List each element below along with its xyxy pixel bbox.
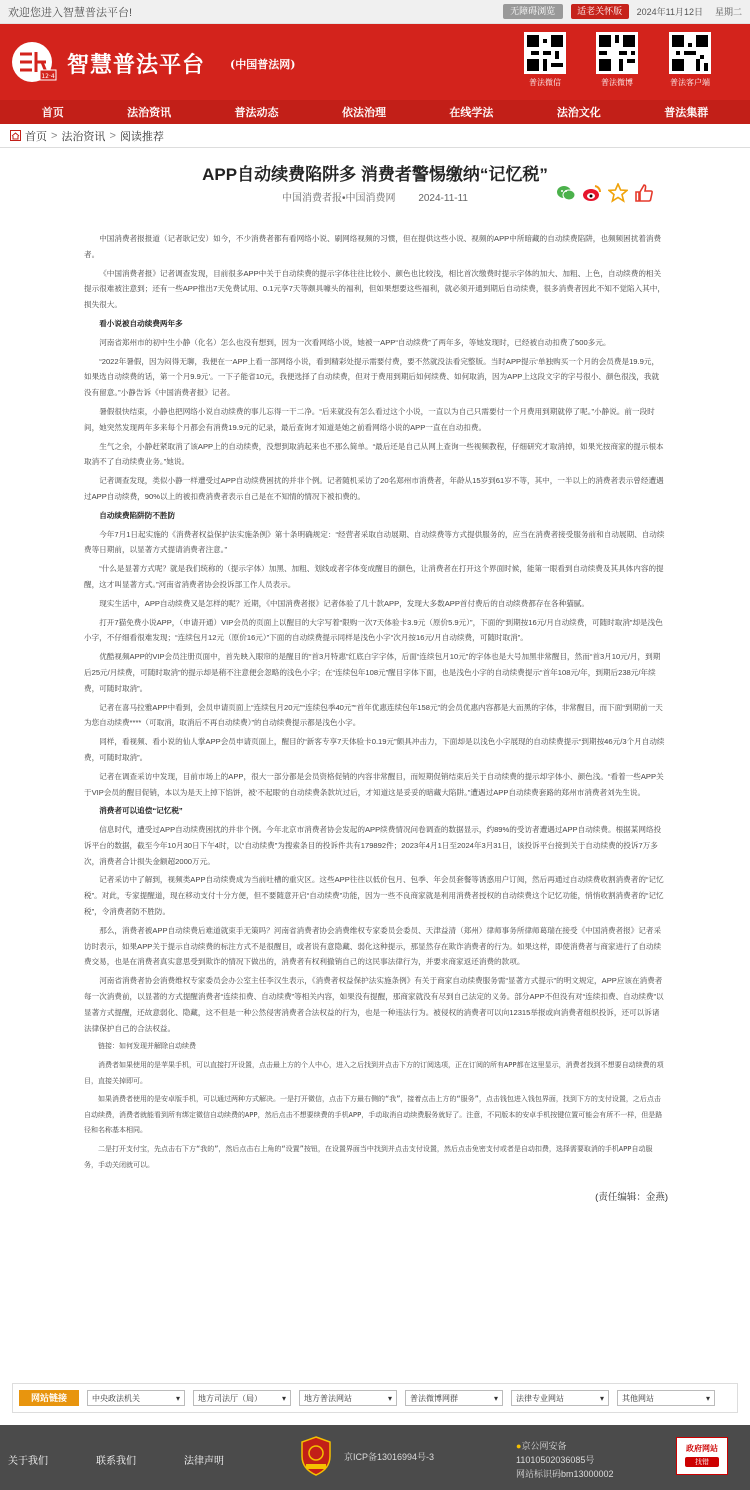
police-badge-icon: ●	[516, 1441, 522, 1451]
share-bar	[556, 183, 654, 203]
breadcrumb-current[interactable]: 阅读推荐	[119, 130, 164, 143]
article-paragraph: 那么，消费者被APP自动续费后难道就束手无策吗？河南省消费者协会消费维权专家委员会委员、天津益清（郑州）律师事务所律师葛瑞在接受《中国消费者报》记者采访时表示，如果APP关于提示自动续费的标注方式不是很醒目，或者说有意隐藏、弱化这种提示，那显然存在欺诈消费者的行为。如果这样，即使消费者与商家进行了自动续费交易，也是在消费者真实意思受到欺诈的情况下做出的，消费者有权利撤销自己的这民事法律行为，并要求商家返还消费的款项。	[84, 925, 662, 967]
site-title: 智慧普法平台	[67, 52, 206, 78]
nav-item-home[interactable]: 首页	[41, 107, 64, 119]
top-bar	[0, 0, 750, 24]
qr-wechat[interactable]	[522, 32, 568, 88]
qr-caption: 普法微博	[601, 78, 633, 87]
article-paragraph: 中国消费者报报道（记者耿记安）如今，不少消费者都有看网络小说、刷网络视频的习惯，但在提供这些小说、视频的APP中所暗藏的自动续费陷阱，也频频困扰着消费者。	[84, 234, 662, 259]
footer-gongan	[516, 1439, 614, 1481]
select-value: 法律专业网站	[516, 1393, 564, 1403]
article-paragraph: 打开7猫免费小说APP，（申请开通）VIP会员的页面上以醒目的大字写着“限购一次7天体验卡3.9元（原价5.9元）”，下面的“到期按16元/月自动续费，可随时取消”却是浅色小字，不仔细看很难发现；“连续包月12元（原价16元）”下面的自动续费提示同样是浅色小字“次月按16元/月自动续费，可随时取消”。	[84, 617, 663, 643]
link-select-legal-sites[interactable]	[511, 1390, 609, 1406]
link-select-justice-bureau[interactable]	[193, 1390, 291, 1406]
article-subheading: 自动续费陷阱防不胜防	[99, 510, 176, 520]
party-emblem-icon[interactable]	[300, 1436, 332, 1476]
article-paragraph: 链接：如何发现并解除自动续费	[98, 1042, 196, 1051]
gov-site-title: 政府网站	[686, 1444, 718, 1453]
main-nav	[0, 100, 750, 124]
site-subtitle: (中国普法网)	[230, 58, 296, 71]
article-source: 中国消费者报•中国消费网	[282, 193, 396, 204]
nav-item-news[interactable]: 法治资讯	[127, 107, 172, 119]
site-links-label: 网站链接	[19, 1390, 79, 1406]
chevron-down-icon: ▾	[387, 1393, 392, 1403]
article-paragraph: 记者在调查采访中发现，目前市场上的APP，很大一部分都是会员资格促销的内容非常醒目，而短期促销结束后关于自动续费的提示却字体小、颜色浅。“看着一些APP关于VIP会员的醒目促销，本以为是天上掉下馅饼，被‘不起眼’的自动续费条款坑过后，才知道这是妥妥的暗藏大陷阱。”遭遇过APP自动续费套路的郑州市消费者刘先生说。	[84, 771, 664, 797]
article-subheading: 消费者可以追偿“记忆税”	[99, 806, 183, 816]
article-paragraph: “2022年暑假，因为闷得无聊，我便在一APP上看一部网络小说，看到精彩处提示需要付费，要不然就没法看完整版。当时APP提示‘单独购买一个月的会员费是19.9元，如果选自动续费的话，第一个月9.9元’。一下子能省10元，我便选择了自动续费，但对于费用到期后如何续费、如何取消，因为APP上这段文字的字号很小、颜色很浅，我就没有留意。”小静告诉《中国消费者报》记者。	[84, 356, 660, 398]
footer-icp[interactable]: 京ICP备13016994号-3	[344, 1452, 435, 1462]
select-value: 地方司法厅（局）	[198, 1393, 262, 1403]
welcome-text: 欢迎您进入智慧普法平台!	[8, 6, 133, 19]
article-paragraph: 暑假很快结束，小静也把网络小说自动续费的事儿忘得一干二净。“后来就没有怎么看过这个小说，一直以为自己只需要付一个月费用到期就停了呢。”小静说。前一段时间，她突然发现两年多来每个月都会有消费19.9元的记录，最后查询才知道是她之前看网络小说的APP一直在自动扣费。	[84, 406, 655, 432]
current-date: 2024年11月12日	[636, 7, 703, 17]
article-paragraph: 优酷视频APP的VIP会员注册页面中，首先映入眼帘的是醒目的“首3月特惠”红底白字字体，后面“连续包月10元”的字体也是大号加黑非常醒目，然而“首3月10元/月，到期后25元/月续费，可随时取消”的提示却是稍不注意便会忽略的浅色小字；在“连续包年108元”醒目字体下面，也是浅色小字的自动续费提示“首年108元/年，到期后238元/年续费，可随时取消”。	[84, 652, 661, 693]
select-value: 中央政法机关	[92, 1393, 140, 1403]
chevron-down-icon: ▾	[281, 1393, 286, 1403]
nav-item-culture[interactable]: 法治文化	[556, 107, 601, 119]
qr-caption: 普法客户端	[670, 78, 710, 87]
nav-item-cluster[interactable]: 普法集群	[664, 107, 709, 119]
article-paragraph: 《中国消费者报》记者调查发现，目前很多APP中关于自动续费的提示字体往往比较小、颜色也比较浅，相比首次缴费时提示字体的加大、加粗、上色，自动续费的相关提示很难被注意到；还有一些APP推出7天免费试用、0.1元享7天等颇具噱头的福利，但如果想要这些福利，就必须开通到期后自动续费，很多消费者因此不知不觉陷入其中，损失很大。	[84, 268, 665, 310]
article-date: 2024-11-11	[418, 193, 468, 204]
article-paragraph: 河南省消费者协会消费维权专家委员会办公室主任李汉生表示，《消费者权益保护法实施条例》有关于商家自动续费服务需“显著方式提示”的明文规定，APP应该在消费者每一次消费前，以显著的方式提醒消费者“连续扣费、自动续费”等相关内容，如果没有提醒，那商家就没有尽到自己法定的义务。部分APP不但没有对“连续扣费、自动续费”以显著方式提醒，还故意弱化、隐藏，这不但是一种公然侵害消费者合法权益的行为，也是一种违法行为。被侵权的消费者可以向12315举报或向消费者组织投诉，还可以诉诸法律保护自己的合法权益。	[84, 976, 664, 1033]
chevron-down-icon: ▾	[599, 1393, 604, 1403]
article-paragraph: 同样，看视频、看小说的仙人掌APP会员申请页面上，醒目的“新客专享7天体验卡0.19元”颇具冲击力，下面却是以浅色小字展现的自动续费提示“到期按46元/3个月自动续费，可随时取消”。	[84, 737, 665, 762]
accessible-browse-button[interactable]: 无障碍浏览	[503, 4, 563, 19]
article-title: APP自动续费陷阱多 消费者警惕缴纳“记忆税”	[202, 165, 548, 184]
article-paragraph: “什么是显著方式呢？就是我们统称的（提示字体）加黑、加粗、划线或者字体变成醒目的颜色，让消费者在打开这个界面时候，能第一眼看到自动续费及其具体内容的提醒，这才叫显著方式。”河南省消费者协会投诉部工作人员表示。	[84, 564, 664, 589]
qr-client[interactable]	[667, 32, 713, 88]
article-meta	[0, 189, 750, 209]
qr-code-icon	[672, 35, 708, 71]
chevron-down-icon: ▾	[175, 1393, 180, 1403]
article-paragraph: 如果消费者使用的是安卓版手机，可以通过两种方式解决。一是打开微信，点击下方最右侧的“我”，接着点击上方的“服务”，点击钱包进入钱包界面，找到下方的支付设置，之后点击自动续费，消费者就能看到所有绑定微信自动续费的APP，然后点击不想要续费的手机APP，手动取消自动续费服务就好了。注意，不同版本的安卓手机按键位置可能会有所不一样，但是路径和名称基本相同。	[84, 1095, 663, 1135]
article-paragraph: 消费者如果使用的是苹果手机，可以直接打开设置，点击最上方的个人中心，进入之后找到并点击下方的订阅选项，正在订阅的所有APP都在这里显示，消费者找到不想要自动续费的项目，直接关掉即可。	[84, 1061, 664, 1085]
qr-code-icon	[599, 35, 635, 71]
site-footer	[0, 1425, 750, 1490]
link-select-weibo[interactable]	[405, 1390, 503, 1406]
article-paragraph: 记者调查发现，类似小静一样遭受过APP自动续费困扰的并非个例。记者随机采访了20名郑州市消费者，年龄从15岁到61岁不等，其中，一半以上的消费者表示曾经遭遇过APP自动续费，90%以上的被扣费消费者表示自己是在不知情的情况下被扣费的。	[84, 476, 664, 501]
favorite-star-icon[interactable]	[608, 183, 628, 203]
report-error-button[interactable]: 找错	[685, 1457, 719, 1467]
breadcrumb-separator: >	[109, 129, 116, 142]
gongan-title[interactable]: 京公网安备	[521, 1441, 567, 1451]
site-links-bar	[12, 1383, 738, 1413]
qr-weibo[interactable]	[594, 32, 640, 88]
article-paragraph: 信息时代，遭受过APP自动续费困扰的并非个例。今年北京市消费者协会发起的APP续费情况问卷调查的数据显示，约89%的受访者遭遇过APP自动续费。根据某网络投诉平台的数据，截至今年10月30日下午4时，以“自动续费”为搜索条目的投诉件共有179892件；2023年4月1日至2024年3月31日，该投诉平台接到关于自动续费的投诉7万多次，消费者合计损失金额超2000万元。	[84, 825, 662, 866]
wechat-share-icon[interactable]	[556, 183, 576, 203]
select-value: 普法微博网群	[410, 1393, 458, 1403]
chevron-down-icon: ▾	[705, 1393, 710, 1403]
breadcrumb	[0, 124, 750, 148]
article-body	[0, 231, 750, 1173]
nav-item-dynamics[interactable]: 普法动态	[234, 107, 279, 119]
site-identifier: 网站标识码bm13000002	[516, 1469, 614, 1479]
link-select-other[interactable]	[617, 1390, 715, 1406]
link-select-central[interactable]	[87, 1390, 185, 1406]
svg-text:12·4: 12·4	[41, 73, 55, 80]
select-value: 其他网站	[622, 1393, 654, 1403]
article-subheading: 看小说被自动续费两年多	[99, 318, 183, 328]
home-icon	[10, 130, 21, 141]
link-select-local-pufa[interactable]	[299, 1390, 397, 1406]
elderly-mode-button[interactable]: 适老关怀版	[571, 4, 629, 19]
like-thumb-icon[interactable]	[634, 183, 654, 203]
select-value: 地方普法网站	[304, 1393, 352, 1403]
article-paragraph: 生气之余，小静赶紧取消了该APP上的自动续费，没想到取消起来也不那么简单。“最后还是自己从网上查询一些视频教程，仔细研究才取消掉，如果光按商家的提示根本取消不了自动续费业务。”她说。	[84, 441, 664, 467]
gov-site-error-report[interactable]	[676, 1437, 728, 1475]
breadcrumb-separator: >	[51, 129, 58, 142]
nav-item-online-learning[interactable]: 在线学法	[449, 107, 494, 119]
site-logo-icon[interactable]	[10, 40, 58, 84]
qr-code-icon	[527, 35, 563, 71]
article-editor: (责任编辑：金燕)	[595, 1192, 668, 1204]
qr-caption: 普法微信	[529, 78, 561, 87]
nav-item-governance[interactable]: 依法治理	[341, 107, 386, 119]
article-paragraph: 现实生活中，APP自动续费又是怎样的呢？近期，《中国消费者报》记者体验了几十款APP，发现大多数APP首付费后的自动续费都存在各种猫腻。	[99, 598, 589, 608]
article-paragraph: 二是打开支付宝，先点击右下方“我的”，然后点击右上角的“设置”按钮，在设置界面当中找到并点击支付设置，然后点击免密支付或者是自动扣费，选择需要取消的手机APP自动服务，手动关闭就可以。	[84, 1145, 653, 1169]
footer-legal-link[interactable]: 法律声明	[184, 1456, 224, 1467]
article-paragraph: 记者在喜马拉雅APP中看到，会员申请页面上“连续包月20元”“连续包季40元”“首年优惠连续包年158元”的会员优惠内容都是大而黑的字体，非常醒目，而下面“到期前一天为您自动续费****（可取消，取消后不再自动续费）”的自动续费提示都是浅色小字。	[84, 702, 663, 728]
gongan-number: 11010502036085号	[516, 1455, 595, 1465]
footer-contact-link[interactable]: 联系我们	[96, 1456, 136, 1467]
article-paragraph: 今年7月1日起实施的《消费者权益保护法实施条例》第十条明确规定：“经营者采取自动展期、自动续费等方式提供服务的，应当在消费者接受服务前和自动展期、自动续费等日期前，以显著方式提请消费者注意。”	[84, 529, 665, 555]
article-paragraph: 河南省郑州市的初中生小静（化名）怎么也没有想到，因为一次看网络小说，她被一APP“自动续费”了两年多，等她发现时，已经被自动扣费了500多元。	[99, 337, 611, 347]
weibo-share-icon[interactable]	[582, 183, 602, 203]
site-header	[0, 24, 750, 100]
article-paragraph: 记者采访中了解到，视频类APP自动续费成为当前吐槽的重灾区。这些APP往往以低价包月、包季、年会员套餐等诱惑用户订阅，然后再通过自动续费收割消费者的“记忆税”。对此，专家提醒道，现在移动支付十分方便，但不要随意开启“自动续费”功能，因为一些不良商家就是利用消费者授权的自动续费这个记忆功能，悄悄收割消费者的“记忆税”，令消费者防不胜防。	[84, 875, 664, 917]
footer-about-link[interactable]: 关于我们	[8, 1456, 48, 1467]
breadcrumb-home[interactable]: 首页	[25, 130, 47, 143]
chevron-down-icon: ▾	[493, 1393, 498, 1403]
current-weekday: 星期二	[714, 7, 742, 17]
breadcrumb-news[interactable]: 法治资讯	[61, 130, 106, 143]
